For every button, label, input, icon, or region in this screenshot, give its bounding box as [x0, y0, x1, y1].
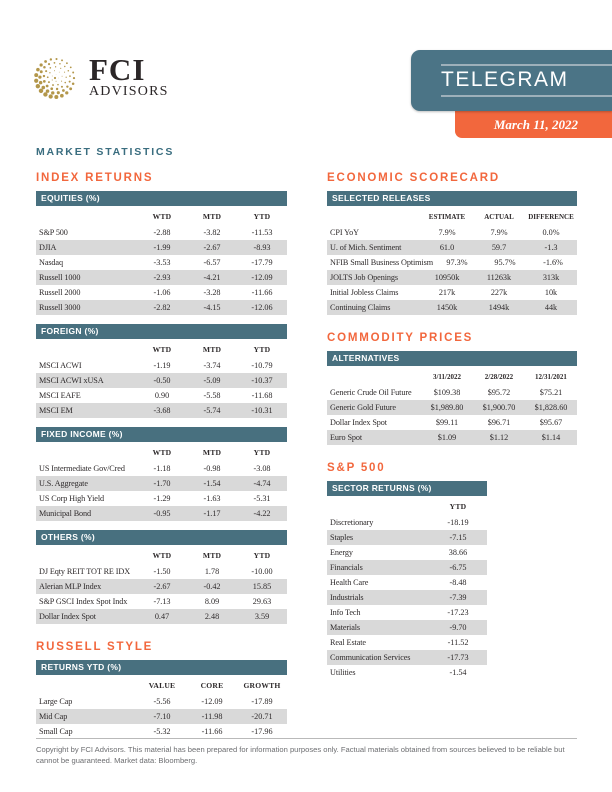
cell-value: -8.93	[253, 243, 271, 252]
row-label: MSCI ACWI	[39, 361, 82, 370]
russell-column-header-row	[36, 677, 287, 694]
cell-value: -4.21	[203, 273, 221, 282]
column-header: 12/31/2021	[535, 372, 567, 381]
masthead	[411, 50, 612, 138]
cell-value: -4.22	[253, 509, 271, 518]
selected_releases-row	[327, 285, 577, 300]
row-label: MSCI EAFE	[39, 391, 81, 400]
others-row	[36, 594, 287, 609]
issue-date-ribbon: March 11, 2022	[455, 111, 612, 138]
column-header: YTD	[253, 345, 271, 354]
cell-value: 8.09	[204, 597, 220, 606]
cell-value: -17.79	[251, 258, 273, 267]
cell-value: -9.70	[449, 623, 467, 632]
cell-value: -0.95	[153, 509, 171, 518]
row-label: Russell 3000	[39, 303, 81, 312]
row-label: Energy	[330, 548, 353, 557]
row-label: NFIB Small Business Optimism	[330, 258, 433, 267]
row-label: MSCI EM	[39, 406, 73, 415]
cell-value: -1.17	[203, 509, 221, 518]
equities-row	[36, 240, 287, 255]
cell-value: -11.98	[201, 712, 223, 721]
cell-value: -0.98	[203, 464, 221, 473]
cell-value: -10.79	[251, 361, 273, 370]
section-heading-index-returns: INDEX RETURNS	[36, 172, 154, 184]
column-header: YTD	[253, 448, 271, 457]
cell-value: -12.09	[201, 697, 223, 706]
sector_returns-header-bar: SECTOR RETURNS (%)	[327, 481, 487, 496]
cell-value: -3.08	[253, 464, 271, 473]
cell-value: 3.59	[254, 612, 270, 621]
cell-value: -0.50	[153, 376, 171, 385]
row-label: U.S. Aggregate	[39, 479, 88, 488]
equities-column-header-row	[36, 208, 287, 225]
column-header: CORE	[200, 681, 224, 690]
cell-value: -1.18	[153, 464, 171, 473]
cell-value: -3.68	[153, 406, 171, 415]
cell-value: -1.06	[153, 288, 171, 297]
cell-value: -5.31	[253, 494, 271, 503]
cell-value: $1.14	[541, 433, 561, 442]
page-title: MARKET STATISTICS	[36, 146, 175, 158]
row-label: Communication Services	[330, 653, 411, 662]
column-header: MTD	[202, 212, 222, 221]
row-label: Russell 1000	[39, 273, 81, 282]
cell-value: -11.66	[201, 727, 223, 736]
russell-style-table	[36, 660, 287, 739]
row-label: JOLTS Job Openings	[330, 273, 398, 282]
foreign-column-header-row	[36, 341, 287, 358]
cell-value: -5.74	[203, 406, 221, 415]
column-header: MTD	[202, 551, 222, 560]
sector-returns-table	[327, 481, 487, 680]
row-label: Large Cap	[39, 697, 73, 706]
cell-value: -10.37	[251, 376, 273, 385]
others-row	[36, 564, 287, 579]
cell-value: 0.90	[154, 391, 170, 400]
fixed_income-row	[36, 506, 287, 521]
cell-value: $1,900.70	[482, 403, 516, 412]
cell-value: 61.0	[439, 243, 455, 252]
section-heading-russell-style: RUSSELL STYLE	[36, 641, 154, 653]
cell-value: -17.73	[447, 653, 469, 662]
equities-row	[36, 255, 287, 270]
cell-value: 7.9%	[490, 228, 508, 237]
cell-value: -6.57	[203, 258, 221, 267]
cell-value: -1.54	[203, 479, 221, 488]
cell-value: -17.89	[251, 697, 273, 706]
row-label: Generic Crude Oil Future	[330, 388, 412, 397]
foreign-row	[36, 358, 287, 373]
alternatives-table	[327, 351, 577, 445]
cell-value: -8.48	[449, 578, 467, 587]
cell-value: -1.3	[544, 243, 558, 252]
cell-value: $99.11	[435, 418, 459, 427]
cell-value: -7.13	[153, 597, 171, 606]
column-header: ESTIMATE	[428, 212, 466, 221]
section-heading-economic-scorecard: ECONOMIC SCORECARD	[327, 172, 500, 184]
column-header: MTD	[202, 448, 222, 457]
two-column-layout	[36, 172, 577, 748]
section-heading-commodity-prices: COMMODITY PRICES	[327, 332, 474, 344]
sector_returns-row	[327, 635, 487, 650]
sector_returns-row	[327, 620, 487, 635]
cell-value: -2.88	[153, 228, 171, 237]
cell-value: -2.67	[203, 243, 221, 252]
fixed_income-row	[36, 491, 287, 506]
telegram-badge	[411, 50, 612, 111]
column-header: YTD	[253, 212, 271, 221]
telegram-badge-label: TELEGRAM	[441, 68, 569, 91]
sector_returns-row	[327, 515, 487, 530]
cell-value: -2.82	[153, 303, 171, 312]
sector_returns-row	[327, 590, 487, 605]
cell-value: -12.09	[251, 273, 273, 282]
cell-value: -5.56	[153, 697, 171, 706]
others-header-bar: OTHERS (%)	[36, 530, 287, 545]
alternatives-column-header-row	[327, 368, 577, 385]
cell-value: -3.74	[203, 361, 221, 370]
cell-value: -11.52	[447, 638, 469, 647]
fixed_income-row	[36, 461, 287, 476]
cell-value: 0.0%	[542, 228, 560, 237]
cell-value: -2.67	[153, 582, 171, 591]
row-label: MSCI ACWI xUSA	[39, 376, 104, 385]
cell-value: -10.00	[251, 567, 273, 576]
cell-value: $95.67	[539, 418, 563, 427]
sector_returns-row	[327, 665, 487, 680]
content-area	[36, 146, 577, 748]
fci-globe-icon	[34, 57, 78, 101]
row-label: Euro Spot	[330, 433, 363, 442]
cell-value: -3.28	[203, 288, 221, 297]
row-label: Financials	[330, 563, 363, 572]
row-label: Industrials	[330, 593, 364, 602]
cell-value: $1.09	[437, 433, 457, 442]
selected_releases-row	[327, 270, 577, 285]
cell-value: 217k	[438, 288, 456, 297]
cell-value: 97.3%	[446, 258, 468, 267]
column-header: WTD	[152, 212, 172, 221]
cell-value: -7.39	[449, 593, 467, 602]
row-label: Health Care	[330, 578, 369, 587]
cell-value: -1.99	[153, 243, 171, 252]
section-heading-sp500: S&P 500	[327, 462, 386, 474]
row-label: DJ Eqty REIT TOT RE IDX	[39, 567, 131, 576]
row-label: US Corp High Yield	[39, 494, 104, 503]
cell-value: -7.15	[449, 533, 467, 542]
cell-value: 29.63	[252, 597, 272, 606]
column-header: 3/11/2022	[432, 372, 461, 381]
row-label: US Intermediate Gov/Cred	[39, 464, 125, 473]
row-label: Materials	[330, 623, 361, 632]
row-label: S&P GSCI Index Spot Indx	[39, 597, 128, 606]
cell-value: 313k	[542, 273, 560, 282]
column-header: YTD	[449, 502, 467, 511]
sector_returns-row	[327, 560, 487, 575]
cell-value: -20.71	[251, 712, 273, 721]
cell-value: -1.6%	[543, 258, 563, 267]
cell-value: $1.12	[489, 433, 509, 442]
row-label: Dollar Index Spot	[39, 612, 96, 621]
equities-table	[36, 191, 287, 315]
row-label: Mid Cap	[39, 712, 68, 721]
row-label: Staples	[330, 533, 353, 542]
cell-value: -0.42	[203, 582, 221, 591]
cell-value: 10k	[544, 288, 558, 297]
cell-value: 44k	[544, 303, 558, 312]
cell-value: $75.21	[539, 388, 563, 397]
alternatives-row	[327, 415, 577, 430]
row-label: Dollar Index Spot	[330, 418, 387, 427]
fixed_income-header-bar: FIXED INCOME (%)	[36, 427, 287, 442]
cell-value: -11.66	[251, 288, 273, 297]
selected-releases-table	[327, 191, 577, 315]
equities-row	[36, 225, 287, 240]
cell-value: -3.53	[153, 258, 171, 267]
cell-value: -7.10	[153, 712, 171, 721]
cell-value: -2.93	[153, 273, 171, 282]
cell-value: 59.7	[491, 243, 507, 252]
equities-row	[36, 300, 287, 315]
russell-header-bar: RETURNS YTD (%)	[36, 660, 287, 675]
cell-value: -12.06	[251, 303, 273, 312]
cell-value: $96.71	[487, 418, 511, 427]
cell-value: -1.19	[153, 361, 171, 370]
sector_returns-row	[327, 605, 487, 620]
cell-value: -3.82	[203, 228, 221, 237]
row-label: U. of Mich. Sentiment	[330, 243, 402, 252]
cell-value: 227k	[490, 288, 508, 297]
cell-value: -1.50	[153, 567, 171, 576]
column-header: WTD	[152, 345, 172, 354]
cell-value: 38.66	[448, 548, 468, 557]
others-table	[36, 530, 287, 624]
cell-value: -11.53	[251, 228, 273, 237]
column-header: 2/28/2022	[484, 372, 514, 381]
selected_releases-column-header-row	[327, 208, 577, 225]
sector_returns-row	[327, 575, 487, 590]
alternatives-header-bar: ALTERNATIVES	[327, 351, 577, 366]
row-label: Municipal Bond	[39, 509, 92, 518]
column-header: DIFFERENCE	[528, 212, 574, 221]
row-label: Generic Gold Future	[330, 403, 396, 412]
row-label: Nasdaq	[39, 258, 63, 267]
cell-value: -11.68	[251, 391, 273, 400]
row-label: Continuing Claims	[330, 303, 391, 312]
sector_returns-row	[327, 650, 487, 665]
cell-value: -4.15	[203, 303, 221, 312]
cell-value: -17.23	[447, 608, 469, 617]
foreign-row	[36, 373, 287, 388]
selected_releases-row	[327, 255, 577, 270]
russell-row	[36, 694, 287, 709]
sector_returns-row	[327, 545, 487, 560]
logo-advisors-wordmark: ADVISORS	[89, 84, 169, 99]
column-header: VALUE	[148, 681, 176, 690]
cell-value: -5.32	[153, 727, 171, 736]
cell-value: 1450k	[436, 303, 458, 312]
row-label: Russell 2000	[39, 288, 81, 297]
cell-value: 2.48	[204, 612, 220, 621]
cell-value: -1.63	[203, 494, 221, 503]
cell-value: $1,828.60	[534, 403, 568, 412]
column-header: GROWTH	[243, 681, 281, 690]
cell-value: -10.31	[251, 406, 273, 415]
alternatives-row	[327, 400, 577, 415]
cell-value: 1.78	[204, 567, 220, 576]
cell-value: -5.09	[203, 376, 221, 385]
row-label: DJIA	[39, 243, 57, 252]
equities-header-bar: EQUITIES (%)	[36, 191, 287, 206]
badge-rule-bottom	[441, 95, 612, 97]
selected_releases-row	[327, 300, 577, 315]
disclaimer-text: Copyright by FCI Advisors. This material has been prepared for information purposes only. Factual materials obtained from sources believed to be reliable but cannot be guaranteed. Market data: Bloomberg.	[36, 738, 577, 767]
row-label: Real Estate	[330, 638, 366, 647]
cell-value: 11263k	[486, 273, 512, 282]
cell-value: -1.54	[449, 668, 467, 677]
cell-value: -17.96	[251, 727, 273, 736]
others-row	[36, 579, 287, 594]
selected_releases-header-bar: SELECTED RELEASES	[327, 191, 577, 206]
fixed_income-row	[36, 476, 287, 491]
cell-value: -5.58	[203, 391, 221, 400]
row-label: Alerian MLP Index	[39, 582, 102, 591]
cell-value: 15.85	[252, 582, 272, 591]
fixed_income-column-header-row	[36, 444, 287, 461]
left-column	[36, 172, 287, 748]
row-label: Info Tech	[330, 608, 361, 617]
others-column-header-row	[36, 547, 287, 564]
cell-value: -18.19	[447, 518, 469, 527]
alternatives-row	[327, 430, 577, 445]
fixed-income-table	[36, 427, 287, 521]
sector_returns-column-header-row	[327, 498, 487, 515]
cell-value: -6.75	[449, 563, 467, 572]
column-header: MTD	[202, 345, 222, 354]
right-column	[327, 172, 577, 748]
fci-logo	[34, 52, 169, 101]
row-label: CPI YoY	[330, 228, 359, 237]
cell-value: 7.9%	[438, 228, 456, 237]
foreign-header-bar: FOREIGN (%)	[36, 324, 287, 339]
cell-value: -4.74	[253, 479, 271, 488]
cell-value: -1.29	[153, 494, 171, 503]
selected_releases-row	[327, 225, 577, 240]
selected_releases-row	[327, 240, 577, 255]
column-header: YTD	[253, 551, 271, 560]
cell-value: -1.70	[153, 479, 171, 488]
cell-value: $95.72	[487, 388, 511, 397]
row-label: S&P 500	[39, 228, 68, 237]
alternatives-row	[327, 385, 577, 400]
row-label: Utilities	[330, 668, 356, 677]
fci-logo-text	[89, 52, 169, 99]
column-header: WTD	[152, 448, 172, 457]
equities-row	[36, 285, 287, 300]
foreign-table	[36, 324, 287, 418]
foreign-row	[36, 388, 287, 403]
cell-value: 1494k	[488, 303, 510, 312]
russell-row	[36, 709, 287, 724]
foreign-row	[36, 403, 287, 418]
others-row	[36, 609, 287, 624]
logo-fci-wordmark: FCI	[89, 52, 146, 87]
sector_returns-row	[327, 530, 487, 545]
russell-row	[36, 724, 287, 739]
cell-value: $1,989.80	[430, 403, 464, 412]
equities-row	[36, 270, 287, 285]
cell-value: 95.7%	[494, 258, 516, 267]
cell-value: 10950k	[434, 273, 460, 282]
cell-value: $109.38	[433, 388, 461, 397]
column-header: ACTUAL	[484, 212, 514, 221]
row-label: Small Cap	[39, 727, 73, 736]
cell-value: 0.47	[154, 612, 170, 621]
column-header: WTD	[152, 551, 172, 560]
row-label: Initial Jobless Claims	[330, 288, 399, 297]
row-label: Discretionary	[330, 518, 374, 527]
